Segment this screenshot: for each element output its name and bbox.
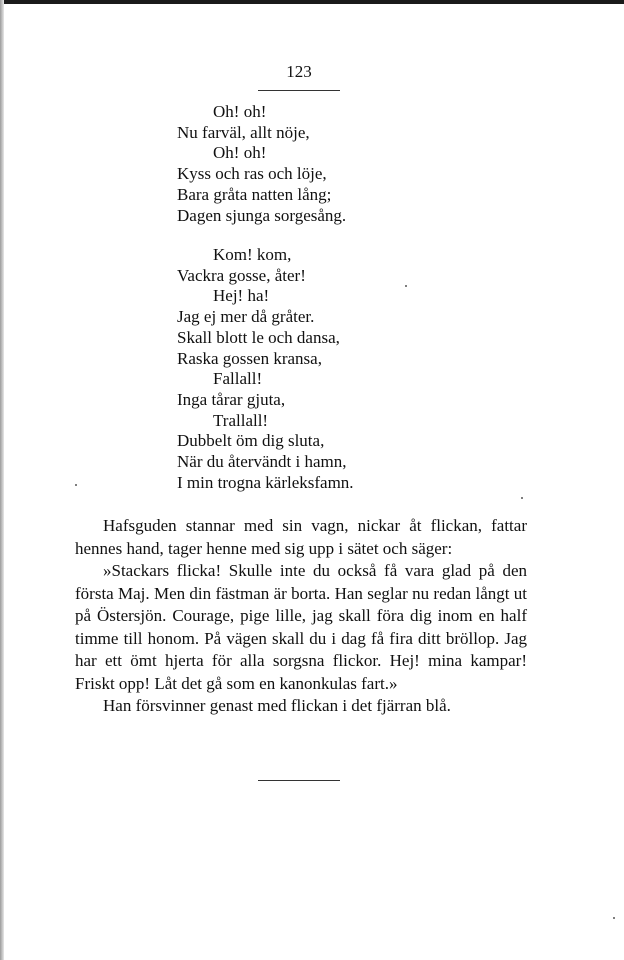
verse-line: Jag ej mer då gråter.: [177, 307, 315, 327]
page-number: 123: [286, 62, 312, 81]
scan-border-left: [0, 0, 4, 960]
verse-stanza-2: [177, 245, 354, 493]
prose-paragraph: Han försvinner genast med flickan i det fjärran blå.: [103, 696, 451, 715]
verse-line: Hej! ha!: [213, 286, 270, 306]
verse-line: Oh! oh!: [213, 102, 267, 121]
verse-line: Kyss och ras och löje,: [177, 164, 327, 184]
scan-border-top: [0, 0, 624, 4]
verse-line: Skall blott le och dansa,: [177, 327, 340, 347]
verse-line: Kom! kom,: [213, 245, 292, 264]
verse-line: Fallall!: [213, 369, 263, 389]
print-speck: [613, 917, 615, 919]
print-speck: [521, 497, 523, 499]
verse-stanza-1: [177, 102, 346, 226]
verse-line: Dagen sjunga sorgesång.: [177, 205, 347, 225]
verse-line: Oh! oh!: [213, 143, 267, 163]
verse-line: Raska gossen kransa,: [177, 348, 322, 368]
print-speck: [75, 484, 77, 486]
prose-block: [75, 515, 527, 718]
end-rule: [258, 780, 340, 781]
print-speck: [405, 285, 407, 287]
verse-line: Trallall!: [213, 410, 269, 430]
verse-line: Inga tårar gjuta,: [177, 389, 286, 409]
prose-paragraph: »Stackars flicka! Skulle inte du också få vara glad på den första Maj. Men din fästman är borta. Han seglar nu redan långt ut på Östersjön. Courage, pige lille, jag skall föra dig inom en half timme till honom. På vägen skall du i dag få fira ditt bröllop. Jag har ett ömt hjerta för alla sorgsna flickor. Hej! mina kampar! Friskt opp! Låt det gå som en kanonkulas fart.»: [75, 561, 527, 693]
prose-paragraph: Hafsguden stannar med sin vagn, nickar åt flickan, fattar hennes hand, tager henne med sig upp i sätet och säger:: [75, 516, 527, 558]
verse-line: Vackra gosse, åter!: [177, 265, 306, 285]
verse-line: Nu farväl, allt nöje,: [177, 122, 310, 142]
verse-line: När du återvändt i hamn,: [177, 452, 347, 472]
verse-line: Bara gråta natten lång;: [177, 184, 332, 204]
verse-line: Dubbelt öm dig sluta,: [177, 431, 325, 451]
verse-line: I min trogna kärleksfamn.: [177, 472, 354, 492]
header-rule: [258, 90, 340, 91]
